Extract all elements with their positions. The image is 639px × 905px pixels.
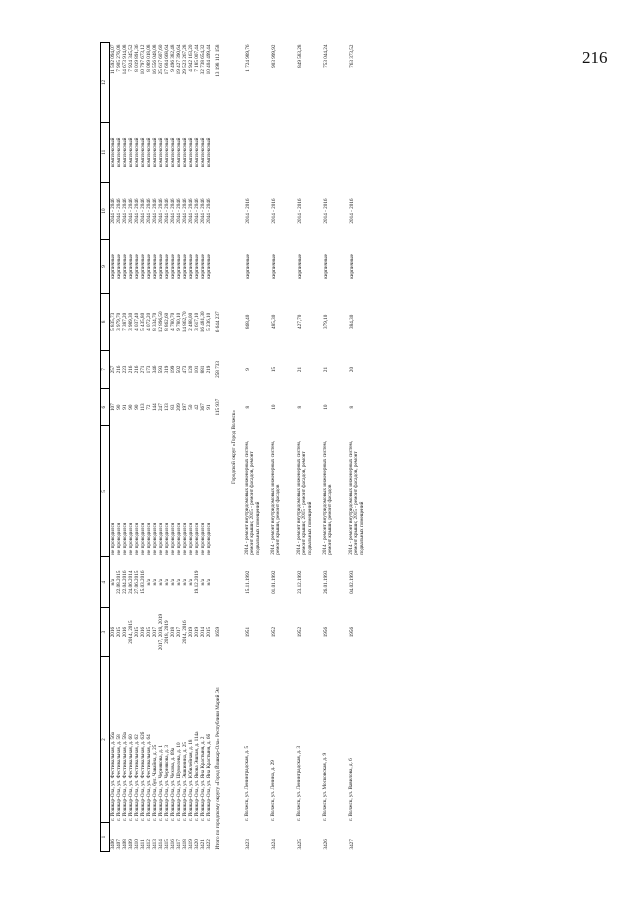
table-cell: 2016	[140, 626, 146, 638]
table-cell: 485,30	[271, 314, 277, 329]
table-cell: кирпичные	[188, 254, 194, 279]
table-cell: 753 044,24	[323, 44, 329, 68]
table-cell: кирпичные	[164, 254, 170, 279]
table-cell: г. Йошкар-Ола, ул. Шумелева, д. 10	[176, 742, 182, 821]
table-cell: 216	[128, 365, 134, 374]
table-cell: 223	[122, 365, 128, 374]
table-cell: 257	[110, 365, 116, 374]
table-cell: 113	[140, 403, 146, 411]
table-cell: г. Йошкар-Ола, ул. Эшкинина, д. 25	[182, 742, 188, 821]
total-col3: 1659	[215, 626, 221, 638]
table-cell: 3423	[245, 839, 251, 850]
table-cell: 2044 - 2046	[110, 198, 116, 224]
table-cell: 10 797 673,12	[140, 44, 146, 75]
table-row	[319, 43, 345, 852]
table-row	[293, 43, 319, 852]
table-cell: г. Йошкар-Ола, ул. Фестивальная, д. 56а	[110, 732, 116, 821]
table-cell: 14 862,70	[182, 311, 188, 333]
table-cell: 2015	[206, 626, 212, 638]
table-cell: 4 037,40	[134, 312, 140, 331]
column-header: 9	[101, 240, 110, 293]
table-cell: 427,70	[297, 314, 303, 329]
table-cell: 3416	[170, 839, 176, 850]
table-cell: 367	[200, 403, 206, 412]
table-cell: 90	[116, 404, 122, 410]
table-cell: 19.12.2019	[194, 570, 200, 594]
table-cell: комплексный	[134, 137, 140, 167]
table-cell: 2014 - 2016	[297, 198, 303, 224]
table-cell: 8	[349, 405, 355, 409]
table-cell: 2014 - ремонт внутридомовых инженерных систем, ремонт крыши, ремонт фасадов	[270, 440, 282, 555]
table-cell: 2044 - 2046	[128, 198, 134, 224]
table-cell: 16 481,30	[200, 311, 206, 333]
table-cell: н/а	[188, 578, 194, 586]
table-cell: кирпичные	[134, 254, 140, 279]
column-header: 12	[101, 43, 110, 123]
table-cell: 2018	[170, 626, 176, 638]
table-cell: 3 617,10	[194, 312, 200, 331]
table-cell: н/а	[146, 578, 152, 586]
table-cell: не проводился	[188, 522, 194, 555]
table-cell: 2044 - 2046	[158, 198, 164, 224]
column-header: 3	[101, 608, 110, 657]
table-cell: 3425	[297, 839, 303, 850]
table-cell: 9	[245, 368, 251, 371]
table-cell: 3 989,30	[128, 312, 134, 331]
table-cell: 2044 - 2046	[170, 198, 176, 224]
table-cell: г. Йошкар-Ола, ул. Фестивальная, д. 60	[128, 734, 134, 821]
table-cell: 2044 - 2046	[194, 198, 200, 224]
table-cell: 3406	[110, 839, 116, 850]
table-cell: 22.08.2015	[116, 570, 122, 594]
total-col6: 115 937	[215, 398, 221, 416]
table-cell: 1952	[297, 626, 303, 638]
table-cell: 15.11.1992	[245, 570, 251, 594]
table-cell: 1951	[245, 626, 251, 638]
table-cell: 23.12.1992	[297, 570, 303, 594]
capital-repair-table	[100, 42, 371, 852]
column-header: 11	[101, 122, 110, 182]
table-cell: комплексный	[158, 137, 164, 167]
table-cell: н/а	[206, 578, 212, 586]
table-cell: 1956	[323, 626, 329, 638]
table-cell: 2015	[146, 626, 152, 638]
table-cell: г. Йошкар-Ола, ул. Якова Эшпая, д. 114а	[194, 731, 200, 821]
table-cell: кирпичные	[146, 254, 152, 279]
table-cell: 8 334,70	[152, 312, 158, 331]
table-cell: комплексный	[164, 137, 170, 167]
table-cell: 903 999,92	[271, 44, 277, 68]
table-cell: 83	[170, 404, 176, 410]
table-cell: 90	[134, 404, 140, 410]
total-row	[212, 43, 229, 852]
table-cell: не проводился	[128, 522, 134, 555]
table-cell: 2044 - 2046	[206, 198, 212, 224]
section-title: Городской округ «Город Волжск»	[231, 410, 237, 484]
table-cell: г. Йошкар-Ола, ул. Юбилейная, д. 18	[188, 739, 194, 821]
total-section	[212, 43, 241, 852]
table-cell: н/а	[152, 578, 158, 586]
table-cell: 5 236,10	[206, 312, 212, 331]
table-cell: 9 780,10	[176, 312, 182, 331]
table-cell: 379,10	[323, 314, 329, 329]
table-cell: 2015	[116, 626, 122, 638]
table-cell: комплексный	[182, 137, 188, 167]
table-cell: 8 862,60	[164, 312, 170, 331]
table-cell: 27.06.2015	[134, 570, 140, 594]
table-cell: 2017	[176, 626, 182, 638]
table-cell: 21	[323, 366, 329, 373]
table-cell: 3427	[349, 839, 355, 850]
table-cell: 3415	[164, 839, 170, 850]
table-cell: 2014 - 2016	[349, 198, 355, 224]
table-cell: 209	[176, 403, 182, 412]
table-cell: г. Йошкар-Ола, ул. Чернякова, д. 1	[158, 744, 164, 821]
table-cell: комплексный	[116, 137, 122, 167]
table-cell: н/а	[110, 578, 116, 586]
table-cell: 22.04.2016	[122, 570, 128, 594]
table-row	[241, 43, 267, 852]
table-cell: комплексный	[206, 137, 212, 167]
table-cell: 19 427 390,64	[176, 44, 182, 75]
table-cell: 5 835,73	[110, 312, 116, 331]
table-cell: не проводился	[116, 522, 122, 555]
table-cell: г. Йошкар-Ола, ул. Яна Крастыня, д. 6б	[206, 733, 212, 821]
table-cell: 2017, 2018, 2019	[158, 613, 164, 651]
table-cell: 3 979,70	[116, 312, 122, 331]
table-cell: 2019	[194, 626, 200, 638]
document-table-area	[100, 42, 620, 852]
table-cell: 3421	[200, 839, 206, 850]
table-cell: комплексный	[188, 137, 194, 167]
total-label: Итого по городскому округу «Город Йошкар-Ола» Республики Марий Эл	[215, 687, 221, 850]
header-row	[101, 43, 110, 852]
table-cell: 3414	[158, 839, 164, 850]
column-header: 4	[101, 557, 110, 608]
table-cell: 25 617 607,60	[158, 44, 164, 75]
table-cell: кирпичные	[200, 254, 206, 279]
table-cell: 7 387,20	[122, 312, 128, 331]
table-cell: 8	[245, 405, 251, 409]
table-cell: 2014, 2016	[182, 620, 188, 644]
table-cell: кирпичные	[271, 254, 277, 279]
table-cell: комплексный	[170, 137, 176, 167]
table-cell: комплексный	[122, 137, 128, 167]
table-cell: 91	[122, 404, 128, 410]
table-cell: 881	[200, 365, 206, 374]
table-cell: комплексный	[146, 137, 152, 167]
column-header: 2	[101, 656, 110, 822]
table-body-volzhsk	[241, 43, 371, 852]
table-cell: н/а	[158, 578, 164, 586]
table-cell: не проводился	[194, 522, 200, 555]
total-col12: 13 198 112 158	[215, 44, 221, 77]
table-cell: 3422	[206, 839, 212, 850]
table-cell: 50	[188, 404, 194, 410]
table-cell: кирпичные	[194, 254, 200, 279]
table-cell: 2019	[188, 626, 194, 638]
table-cell: 2044 - 2046	[116, 198, 122, 224]
table-cell: 2044 - 2046	[122, 198, 128, 224]
table-cell: 199	[170, 365, 176, 374]
column-header: 1	[101, 823, 110, 852]
table-cell: не проводился	[134, 522, 140, 555]
table-cell: 21	[297, 366, 303, 373]
table-cell: г. Йошкар-Ола, ул. Фестивальная, д. 62	[134, 734, 140, 821]
table-cell: комплексный	[176, 137, 182, 167]
table-cell: 219	[206, 365, 212, 374]
table-cell: 3410	[134, 839, 140, 850]
table-cell: 04.02.1993	[349, 570, 355, 594]
table-cell: не проводился	[122, 522, 128, 555]
table-cell: 24.06.2014	[128, 570, 134, 594]
table-cell: 7 924 345,52	[128, 44, 134, 72]
table-cell: 16 556 048,08	[152, 44, 158, 75]
table-cell: 91	[206, 404, 212, 410]
table-cell: 2044 - 2046	[146, 198, 152, 224]
table-cell: 3418	[182, 839, 188, 850]
table-cell: кирпичные	[152, 254, 158, 279]
table-cell: н/а	[176, 578, 182, 586]
table-cell: 2014 - 2016	[323, 198, 329, 224]
table-cell	[319, 122, 345, 182]
table-cell: 2014 - ремонт внутридомовых инженерных систем, ремонт крыши; 2015 - ремонт фасадов, ремонт подвальных помещений	[296, 440, 313, 555]
table-cell: 2044 - 2046	[140, 198, 146, 224]
total-col7: 258 733	[215, 361, 221, 378]
table-cell: 2044 - 2046	[164, 198, 170, 224]
table-cell: 3413	[152, 839, 158, 850]
table-cell: кирпичные	[176, 254, 182, 279]
table-cell: 5 435,80	[140, 312, 146, 331]
table-cell: 3407	[116, 839, 122, 850]
table-cell: комплексный	[110, 137, 116, 167]
table-cell: 849 583,28	[297, 44, 303, 68]
table-cell: не проводился	[110, 522, 116, 555]
table-cell: 120	[188, 365, 194, 374]
table-cell: 271	[140, 365, 146, 374]
table-cell: комплексный	[128, 137, 134, 167]
table-cell: 247	[158, 403, 164, 412]
table-cell: 2014 - 2016	[271, 198, 277, 224]
table-cell: г. Йошкар-Ола, ул. Фестивальная, д. 64	[146, 734, 152, 821]
table-cell: кирпичные	[323, 254, 329, 279]
table-cell: 8	[297, 405, 303, 409]
table-cell: 2014 - ремонт внутридомовых инженерных систем, ремонт крыши; 2015 - ремонт фасадов, ремонт подвальных помещений	[244, 440, 261, 555]
table-cell: 1 724 989,76	[245, 44, 251, 72]
table-cell: кирпичные	[297, 254, 303, 279]
table-cell: 2014, 2015	[128, 620, 134, 644]
column-header: 6	[101, 388, 110, 426]
table-cell: 8 089 018,08	[146, 44, 152, 72]
table-cell: не проводился	[200, 522, 206, 555]
table-cell: 15	[271, 366, 277, 373]
table-cell	[241, 122, 267, 182]
table-cell: 197	[182, 403, 188, 412]
table-cell: 2018, 2019	[164, 620, 170, 644]
table-cell: 2016	[122, 626, 128, 638]
table-cell: 7 905 276,08	[116, 44, 122, 72]
table-cell: 473	[182, 365, 188, 374]
page-number: 216	[582, 48, 608, 67]
table-cell: 17 604 668,64	[164, 44, 170, 75]
table-cell: г. Волжск, ул. Московская, д. 9	[322, 752, 328, 821]
table-cell: кирпичные	[110, 254, 116, 279]
table-cell: не проводился	[146, 522, 152, 555]
table-cell: 11 592 094,07	[110, 44, 116, 75]
table-cell: 144	[152, 403, 158, 412]
table-cell: не проводился	[206, 522, 212, 555]
column-header: 8	[101, 293, 110, 351]
table-cell: 216	[116, 365, 122, 374]
table-cell: не проводился	[140, 522, 146, 555]
table-cell: кирпичные	[128, 254, 134, 279]
table-cell: 2015	[134, 626, 140, 638]
table-cell: 3420	[194, 839, 200, 850]
table-cell: 4 942 163,20	[188, 44, 194, 72]
table-cell: 2044 - 2046	[182, 198, 188, 224]
table-cell: 868,40	[245, 314, 251, 329]
table-cell: не проводился	[158, 522, 164, 555]
table-row	[267, 43, 293, 852]
table-cell: 3424	[271, 839, 277, 850]
table-cell: 2014 - ремонт внутридомовых инженерных систем, ремонт крыши, ремонт фасадов	[322, 440, 334, 555]
table-cell: 20	[349, 366, 355, 373]
table-cell: г. Йошкар-Ола, ул. Чернякова, д. 3	[164, 744, 170, 821]
table-cell: г. Йошкар-Ола, ул. Фестивальная, д. 62б	[140, 731, 146, 821]
table-cell: г. Йошкар-Ола, ул. Фестивальная, д. 58	[116, 734, 122, 821]
table-cell: 216	[134, 365, 140, 374]
table-cell: 3408	[122, 839, 128, 850]
table-cell: 173	[146, 365, 152, 374]
table-cell: кирпичные	[140, 254, 146, 279]
section-row	[229, 43, 241, 852]
table-cell: 2014	[200, 626, 206, 638]
table-cell: н/а	[164, 578, 170, 586]
table-cell: 384,30	[349, 314, 355, 329]
table-cell: 10 404 499,44	[206, 44, 212, 75]
table-cell: 10	[323, 404, 329, 410]
table-cell: 133	[164, 403, 170, 412]
table-cell: н/а	[182, 578, 188, 586]
table-cell	[345, 122, 371, 182]
table-cell: кирпичные	[158, 254, 164, 279]
table-cell: г. Волжск, ул. Ленинградская, д. 5	[244, 745, 250, 821]
table-cell: 593	[158, 365, 164, 374]
table-cell: комплексный	[140, 137, 146, 167]
table-body-yoshkar-ola	[110, 43, 213, 852]
table-cell: 42	[194, 404, 200, 410]
table-cell: кирпичные	[116, 254, 122, 279]
table-cell: 319	[164, 365, 170, 374]
table-cell: 3419	[188, 839, 194, 850]
table-cell: 10	[271, 404, 277, 410]
column-header: 10	[101, 182, 110, 240]
table-cell: 32 738 654,32	[200, 44, 206, 75]
table-cell: 2044 - 2046	[134, 198, 140, 224]
table-cell: 101	[194, 365, 200, 374]
table-cell: кирпичные	[206, 254, 212, 279]
table-cell: н/а	[170, 578, 176, 586]
table-cell: 26.01.1993	[323, 570, 329, 594]
table-cell: комплексный	[152, 137, 158, 167]
table-cell	[293, 122, 319, 182]
table-cell: 2017	[152, 626, 158, 638]
table-cell: 12 896,50	[158, 311, 164, 333]
table-cell: кирпичные	[170, 254, 176, 279]
table-cell: г. Волжск, ул. Ленинградская, д. 3	[296, 745, 302, 821]
table-cell: не проводился	[182, 522, 188, 555]
table-cell: 763 373,52	[349, 44, 355, 68]
table-cell: комплексный	[194, 137, 200, 167]
table-cell: 29 523 267,28	[182, 44, 188, 75]
table-cell: г. Волжск, ул. Ленина, д. 29	[270, 760, 276, 821]
table-cell: не проводился	[170, 522, 176, 555]
table-cell: 2044 - 2046	[200, 198, 206, 224]
table-cell: г. Йошкар-Ола, бул. Чавайна, д. 25	[152, 744, 158, 821]
table-cell: 3426	[323, 839, 329, 850]
table-cell: 2044 - 2046	[152, 198, 158, 224]
table-cell: 7 185 007,44	[194, 44, 200, 72]
table-cell: 2044 - 2046	[176, 198, 182, 224]
table-cell: 8 019 891,36	[134, 44, 140, 72]
table-cell: 2016	[110, 626, 116, 638]
column-header: 5	[101, 426, 110, 557]
table-cell: комплексный	[200, 137, 206, 167]
table-cell: 2014 - 2016	[245, 198, 251, 224]
table-row	[345, 43, 371, 852]
table-cell: 107	[110, 403, 116, 412]
table-cell: 3412	[146, 839, 152, 850]
table-cell: 4 780,70	[170, 312, 176, 331]
table-cell: кирпичные	[182, 254, 188, 279]
table-cell: не проводился	[164, 522, 170, 555]
table-cell: 346	[152, 365, 158, 374]
table-cell: 90	[128, 404, 134, 410]
table-cell: 502	[176, 365, 182, 374]
table-cell: 4 072,20	[146, 312, 152, 331]
total-col8: 6 644 237	[215, 311, 221, 333]
table-cell: 1956	[349, 626, 355, 638]
table-cell: 3411	[140, 839, 146, 850]
table-cell: кирпичные	[245, 254, 251, 279]
table-cell: 14 673 914,08	[122, 44, 128, 75]
table-cell: 3409	[128, 839, 134, 850]
table-cell: 9 496 382,48	[170, 44, 176, 72]
table-cell: 15.03.2016	[140, 570, 146, 594]
table-cell: 2014 - ремонт внутридомовых инженерных систем, ремонт крыши; 2015 - ремонт фасадов, ремонт подвальных помещений	[348, 440, 365, 555]
table-cell: кирпичные	[122, 254, 128, 279]
table-cell: г. Волжск, ул. Вавилова, д. 6	[348, 758, 354, 821]
table-cell: 1952	[271, 626, 277, 638]
table-cell: 2044 - 2046	[188, 198, 194, 224]
table-cell: г. Йошкар-Ола, ул. Фестивальная, д. 58а	[122, 732, 128, 821]
table-cell: не проводился	[176, 522, 182, 555]
table-cell: не проводился	[152, 522, 158, 555]
table-cell: 2 488,00	[188, 312, 194, 331]
column-header: 7	[101, 351, 110, 389]
table-cell: г. Йошкар-Ола, ул. Яна Крастыня, д. 2	[200, 736, 206, 821]
table-cell: 3417	[176, 839, 182, 850]
table-cell	[267, 122, 293, 182]
table-cell: н/а	[200, 578, 206, 586]
table-cell: 01.01.1992	[271, 570, 277, 594]
table-cell: 72	[146, 404, 152, 410]
table-cell: кирпичные	[349, 254, 355, 279]
table-cell: г. Йошкар-Ола, ул. Чехова, д. 69а	[170, 747, 176, 821]
